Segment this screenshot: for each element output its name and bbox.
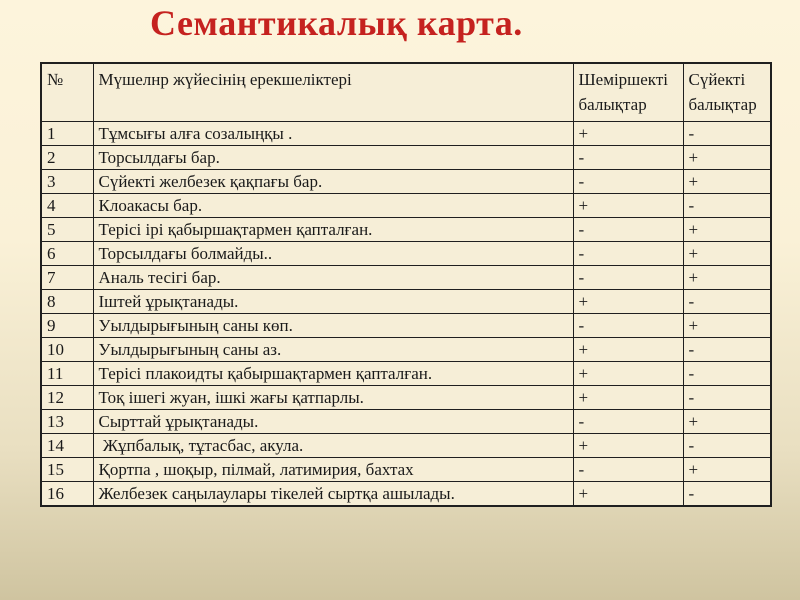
cartilaginous-value-cell: +: [573, 362, 683, 386]
table-row: [41, 218, 771, 242]
col-header-feature: Мүшелнр жүйесінің ерекшеліктері: [93, 63, 573, 122]
bony-value-cell: +: [683, 146, 771, 170]
col-header-cartilaginous: Шеміршекті балықтар: [573, 63, 683, 122]
table-row: [41, 146, 771, 170]
table-row: [41, 362, 771, 386]
table-header-row: [41, 63, 771, 122]
table-row: [41, 410, 771, 434]
row-number-cell: 1: [41, 122, 93, 146]
feature-cell: Тұмсығы алға созалыңқы .: [93, 122, 573, 146]
cartilaginous-value-cell: -: [573, 146, 683, 170]
row-number-cell: 11: [41, 362, 93, 386]
cartilaginous-value-cell: +: [573, 122, 683, 146]
table-row: [41, 338, 771, 362]
table-row: [41, 122, 771, 146]
table-row: [41, 290, 771, 314]
cartilaginous-value-cell: -: [573, 170, 683, 194]
feature-cell: Торсылдағы бар.: [93, 146, 573, 170]
semantic-map-table: [40, 62, 772, 507]
feature-cell: Терісі плакоидты қабыршақтармен қапталған.: [93, 362, 573, 386]
cartilaginous-value-cell: +: [573, 482, 683, 507]
table-row: [41, 314, 771, 338]
bony-value-cell: -: [683, 338, 771, 362]
cartilaginous-value-cell: -: [573, 458, 683, 482]
feature-cell: Сүйекті желбезек қақпағы бар.: [93, 170, 573, 194]
bony-value-cell: -: [683, 122, 771, 146]
feature-cell: Торсылдағы болмайды..: [93, 242, 573, 266]
bony-value-cell: -: [683, 362, 771, 386]
cartilaginous-value-cell: +: [573, 434, 683, 458]
cartilaginous-value-cell: -: [573, 242, 683, 266]
row-number-cell: 8: [41, 290, 93, 314]
row-number-cell: 5: [41, 218, 93, 242]
cartilaginous-value-cell: +: [573, 194, 683, 218]
bony-value-cell: -: [683, 290, 771, 314]
table-row: [41, 242, 771, 266]
row-number-cell: 15: [41, 458, 93, 482]
cartilaginous-value-cell: -: [573, 314, 683, 338]
bony-value-cell: +: [683, 410, 771, 434]
row-number-cell: 9: [41, 314, 93, 338]
table-row: [41, 482, 771, 507]
feature-cell: Іштей ұрықтанады.: [93, 290, 573, 314]
row-number-cell: 7: [41, 266, 93, 290]
table-row: [41, 434, 771, 458]
bony-value-cell: +: [683, 314, 771, 338]
table-row: [41, 458, 771, 482]
row-number-cell: 6: [41, 242, 93, 266]
col-header-number: №: [41, 63, 93, 122]
cartilaginous-value-cell: +: [573, 338, 683, 362]
bony-value-cell: +: [683, 266, 771, 290]
table-row: [41, 170, 771, 194]
cartilaginous-value-cell: -: [573, 218, 683, 242]
cartilaginous-value-cell: -: [573, 266, 683, 290]
bony-value-cell: -: [683, 482, 771, 507]
feature-cell: Уылдырығының саны аз.: [93, 338, 573, 362]
table-row: [41, 266, 771, 290]
feature-cell: Тоқ ішегі жуан, ішкі жағы қатпарлы.: [93, 386, 573, 410]
bony-value-cell: -: [683, 434, 771, 458]
feature-cell: Қортпа , шоқыр, пілмай, латимирия, бахтах: [93, 458, 573, 482]
cartilaginous-value-cell: +: [573, 290, 683, 314]
feature-cell: Аналь тесігі бар.: [93, 266, 573, 290]
bony-value-cell: -: [683, 386, 771, 410]
row-number-cell: 10: [41, 338, 93, 362]
bony-value-cell: +: [683, 242, 771, 266]
cartilaginous-value-cell: -: [573, 410, 683, 434]
row-number-cell: 16: [41, 482, 93, 507]
slide-title: Семантикалық карта.: [150, 3, 523, 43]
feature-cell: Уылдырығының саны көп.: [93, 314, 573, 338]
cartilaginous-value-cell: +: [573, 386, 683, 410]
table-row: [41, 386, 771, 410]
row-number-cell: 13: [41, 410, 93, 434]
row-number-cell: 14: [41, 434, 93, 458]
col-header-bony: Сүйекті балықтар: [683, 63, 771, 122]
bony-value-cell: +: [683, 458, 771, 482]
feature-cell: Жұпбалық, тұтасбас, акула.: [93, 434, 573, 458]
feature-cell: Желбезек саңылаулары тікелей сыртқа ашылады.: [93, 482, 573, 507]
bony-value-cell: +: [683, 218, 771, 242]
feature-cell: Терісі ірі қабыршақтармен қапталған.: [93, 218, 573, 242]
row-number-cell: 4: [41, 194, 93, 218]
bony-value-cell: -: [683, 194, 771, 218]
feature-cell: Клоакасы бар.: [93, 194, 573, 218]
row-number-cell: 2: [41, 146, 93, 170]
row-number-cell: 12: [41, 386, 93, 410]
table-row: [41, 194, 771, 218]
row-number-cell: 3: [41, 170, 93, 194]
bony-value-cell: +: [683, 170, 771, 194]
feature-cell: Сырттай ұрықтанады.: [93, 410, 573, 434]
